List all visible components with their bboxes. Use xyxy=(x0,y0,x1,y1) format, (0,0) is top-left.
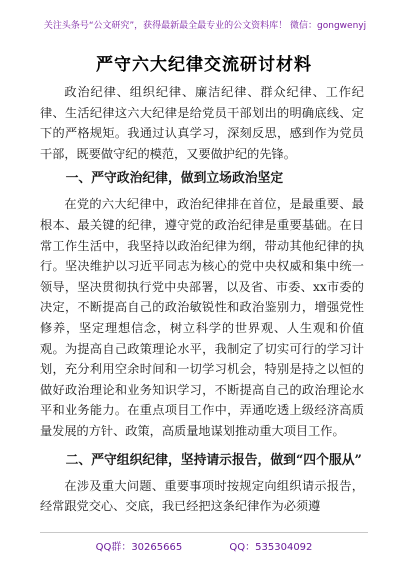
footer xyxy=(0,538,408,553)
section-1-paragraph: 在党的六大纪律中，政治纪律排在首位，是最重要、最根本、最关键的纪律，遵守党的政治纪律是重要基础。在日常工作生活中，我坚持以政治纪律为纲，带动其他纪律的执行。坚决维护以习近平同志为核心的党中央权威和集中统一领导，坚决贯彻执行党中央部署，以及省、市委、xx市委的决定，不断提高自己的政治敏锐性和政治鉴别力，增强党性修养，坚定理想信念，树立科学的世界观、人生观和价值观。为提高自己政策理论水平，我制定了切实可行的学习计划，充分利用空余时间和一切学习机会，特别是持之以恒的做好政治理论和业务知识学习，不断提高自己的政治理论水平和业务能力。在重点项目工作中，弄通吃透上级经济高质量发展的方针、政策，高质量地谋划推动重大项目工作。 xyxy=(40,197,364,438)
section-2-paragraph: 在涉及重大问题、重要事项时按规定向组织请示报告，经常跟党交心、交底，我已经把这条纪律作为必须遵 xyxy=(40,478,364,514)
section-2-heading: 二、严守组织纪律，坚持请示报告，做到“四个服从” xyxy=(65,452,362,468)
section-1-heading: 一、严守政治纪律，做到立场政治坚定 xyxy=(65,171,284,187)
footer-divider xyxy=(40,532,368,533)
footer-qq: QQ：535304092 xyxy=(229,542,313,553)
document-title: 严守六大纪律交流研讨材料 xyxy=(96,55,312,75)
intro-paragraph: 政治纪律、组织纪律、廉洁纪律、群众纪律、工作纪律、生活纪律这六大纪律是给党员干部划出的明确底线、定下的严格规矩。我通过认真学习，深刻反思，感到作为党员干部，既要做守纪的模范，又要做护纪的先锋。 xyxy=(40,85,364,161)
header-banner: 关注头条号“公文研究”，获得最新最全最专业的公文资料库！ 微信：gongwenyj xyxy=(43,21,367,31)
document-body xyxy=(40,82,364,517)
footer-qq-group: QQ群：30265665 xyxy=(95,542,183,553)
